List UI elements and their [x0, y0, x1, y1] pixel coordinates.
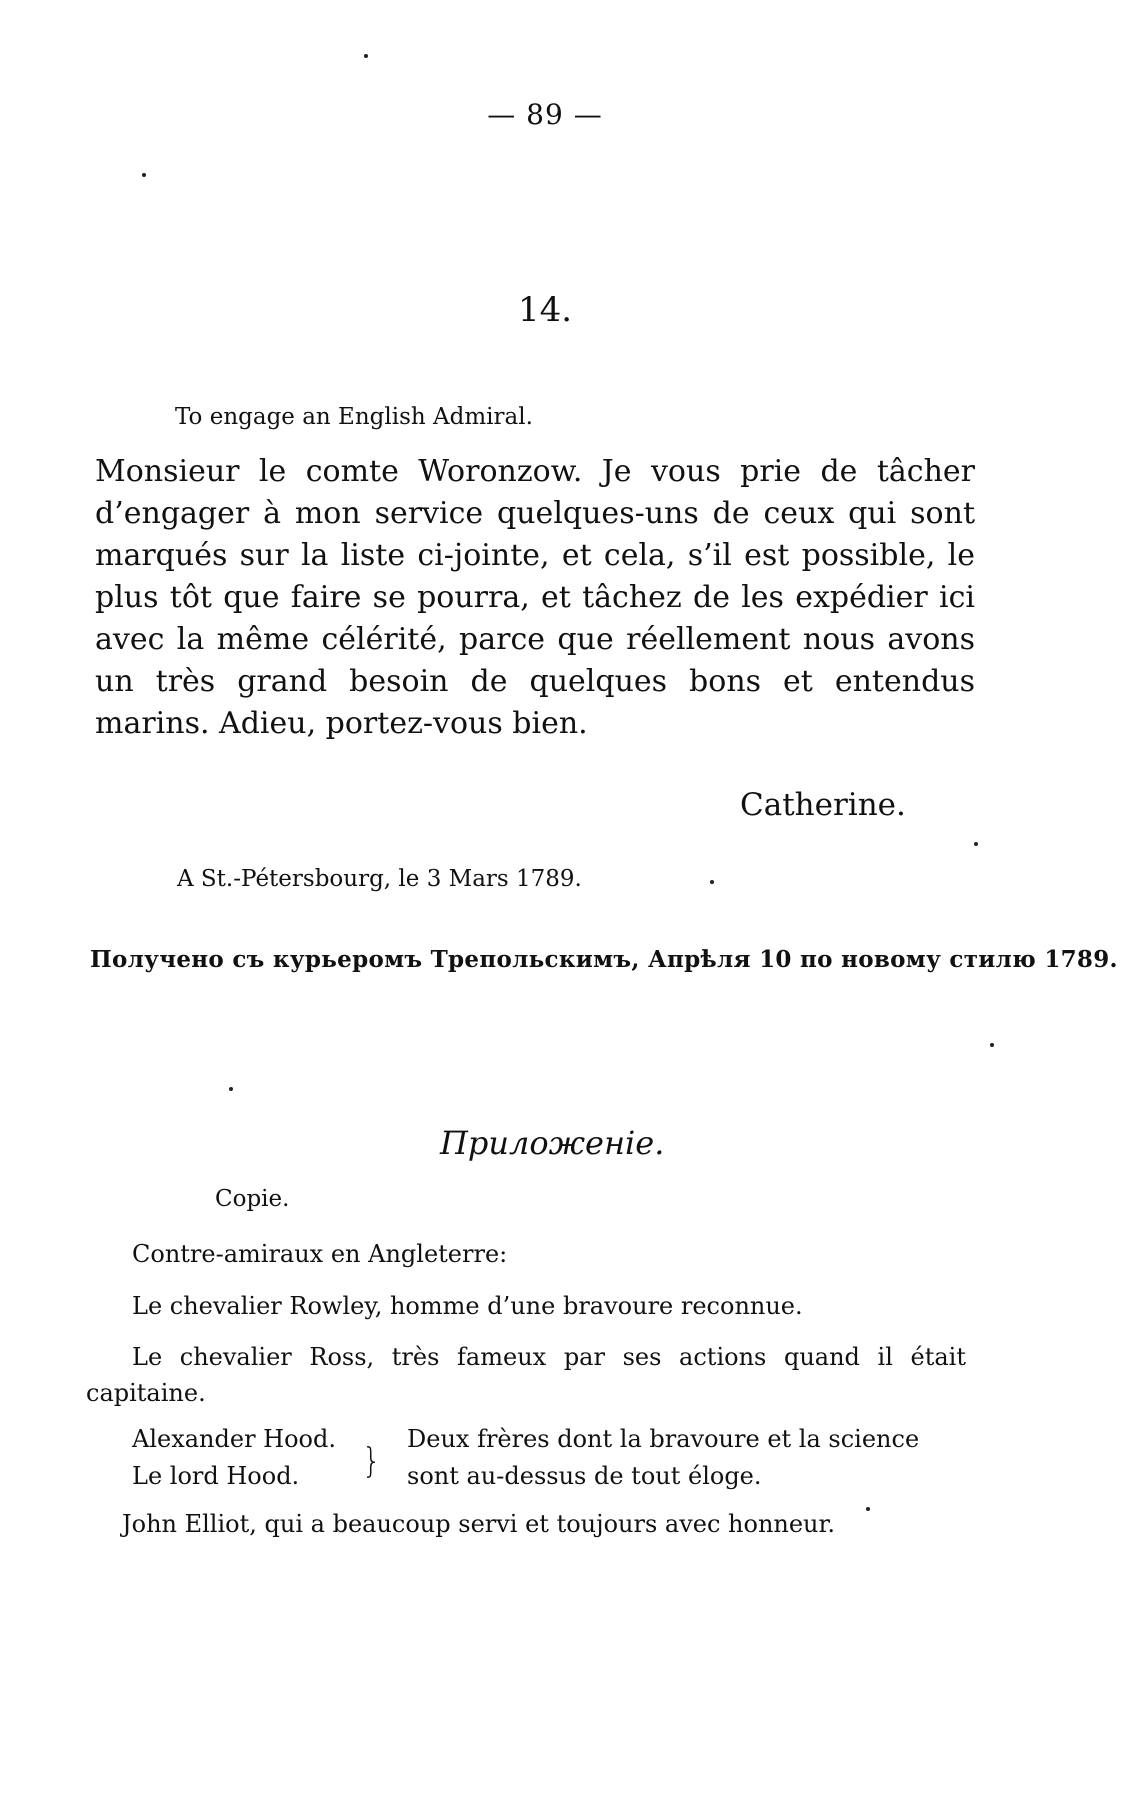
scan-speck — [364, 54, 368, 58]
grouping-brace: } — [362, 1441, 382, 1482]
admiral-entry-alexander-hood: Alexander Hood. — [132, 1425, 336, 1453]
admiral-entry-elliot: John Elliot, qui a beaucoup servi et toujours avec honneur. — [122, 1510, 835, 1538]
brothers-description-line-2: sont au-dessus de tout éloge. — [407, 1462, 762, 1490]
scan-speck — [229, 1087, 233, 1091]
received-note: Получено съ курьеромъ Трепольскимъ, Апрѣля 10 по новому стилю 1789. — [90, 946, 1118, 973]
brothers-description-line-1: Deux frères dont la bravoure et la science — [407, 1425, 920, 1453]
page-number: — 89 — — [487, 98, 603, 131]
letter-signature: Catherine. — [740, 787, 906, 823]
admiral-entry-rowley: Le chevalier Rowley, homme d’une bravoure reconnue. — [132, 1292, 803, 1320]
scan-speck — [866, 1507, 870, 1511]
scan-speck — [710, 880, 714, 884]
letter-number: 14. — [517, 290, 573, 330]
letter-place-date: A St.-Pétersbourg, le 3 Mars 1789. — [177, 866, 582, 892]
rear-admirals-heading: Contre-amiraux en Angleterre: — [132, 1240, 508, 1268]
appendix-title: Приложеніе. — [440, 1124, 665, 1162]
letter-body: Monsieur le comte Woronzow. Je vous prie de tâcher d’engager à mon service quelques-uns de ceux qui sont marqués sur la liste ci-jointe, et cela, s’il est possible, le plus tôt que faire se pourra, et tâchez de les expédier ici avec la même célérité, parce que réellement nous avons un très grand besoin de quelques bons et entendus marins. Adieu, portez-vous bien. — [95, 454, 975, 741]
scan-speck — [990, 1043, 994, 1047]
admiral-entry-ross: Le chevalier Ross, très fameux par ses actions quand il était capitaine. — [86, 1343, 966, 1407]
copy-label: Copie. — [215, 1186, 290, 1212]
admiral-entry-lord-hood: Le lord Hood. — [132, 1462, 300, 1490]
scan-speck — [142, 173, 146, 177]
scan-speck — [974, 842, 978, 846]
letter-heading-note: To engage an English Admiral. — [175, 404, 533, 430]
